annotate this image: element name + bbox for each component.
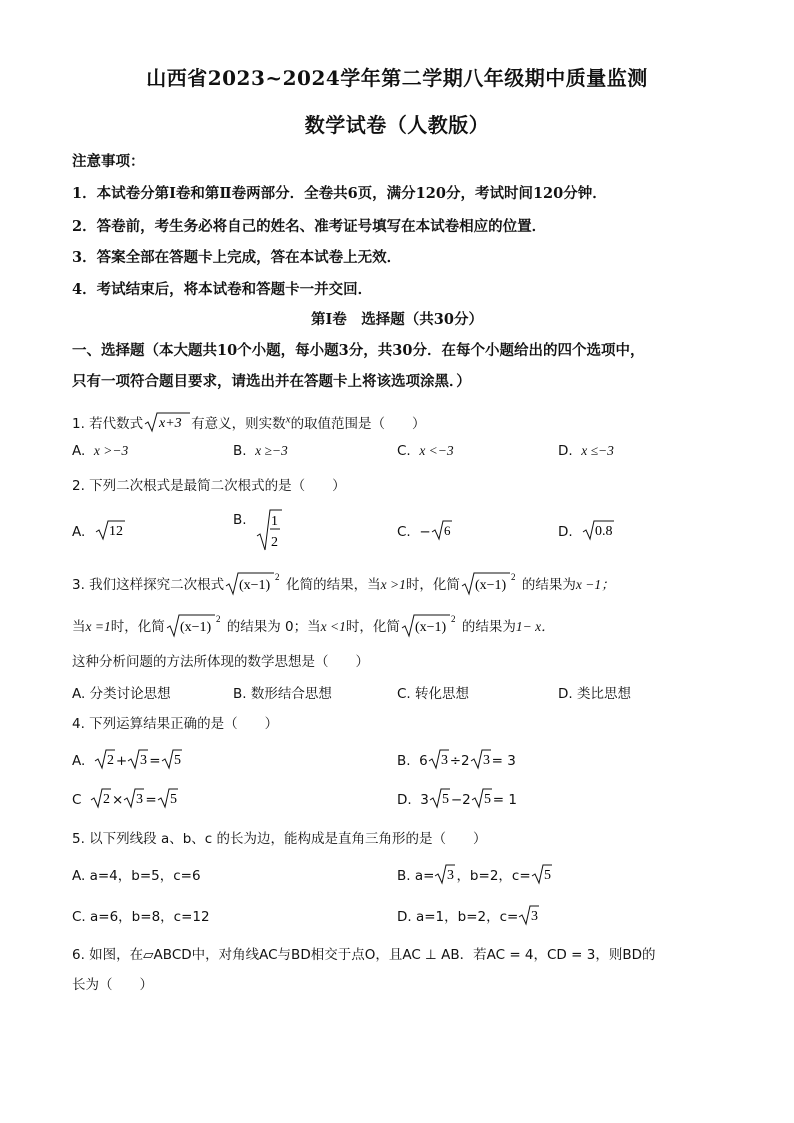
radical-x-minus-1-squared	[400, 612, 462, 638]
svg-text:3: 3	[482, 753, 490, 768]
radical	[123, 786, 145, 810]
svg-text:(x−1): (x−1)	[179, 620, 211, 635]
q1-option-b[interactable]: B. x ≥−3	[233, 443, 288, 459]
svg-text:2: 2	[450, 614, 456, 624]
q4-option-a[interactable]: A. 2 + 3 = 5	[72, 747, 183, 771]
radical	[518, 903, 540, 927]
radical-6	[431, 518, 453, 542]
q1-option-d[interactable]: D. x ≤−3	[558, 443, 614, 459]
svg-text:2: 2	[106, 753, 114, 768]
radical-0-8	[581, 518, 615, 542]
svg-text:0.8: 0.8	[595, 524, 613, 539]
question-1-stem: 的取值范围是（ ）	[290, 416, 426, 432]
q2-option-b[interactable]: B. 1 2	[233, 508, 283, 552]
q2-option-c[interactable]: C. − 6	[397, 518, 453, 542]
svg-text:x+3: x+3	[159, 416, 182, 431]
radical	[94, 747, 116, 771]
q3-option-c[interactable]: C. 转化思想	[397, 686, 470, 702]
page-title: 山西省2023~2024学年第二学期八年级期中质量监测	[146, 66, 648, 90]
svg-text:2: 2	[215, 614, 221, 624]
svg-text:5: 5	[169, 792, 177, 807]
radical	[429, 786, 451, 810]
notice-item: 4．考试结束后，将本试卷和答题卡一并交回．	[72, 281, 373, 298]
radical	[157, 786, 179, 810]
question-6-line-2: 长为（ ）	[72, 977, 153, 993]
q3-option-a[interactable]: A. 分类讨论思想	[72, 686, 171, 702]
question-6-line-1: 6. 如图，在▱ABCD中，对角线AC与BD相交于点O，且AC ⊥ AB．若AC = 4，CD = 3，则BD的	[72, 947, 656, 963]
var-x: x	[285, 413, 291, 426]
svg-text:2: 2	[103, 792, 111, 807]
question-3-line-2: 当x =1时，化简 (x−1) 2 的结果为 0；当x <1时，化简 (x−1) 2 的结果为1− x．	[72, 612, 555, 638]
svg-text:12: 12	[108, 524, 123, 539]
q2-option-a[interactable]: A. 12	[72, 518, 126, 542]
q5-option-b[interactable]: B. a= 3 ，b=2，c= 5	[397, 862, 553, 886]
svg-text:(x−1): (x−1)	[239, 578, 271, 593]
radical-x-minus-1-squared	[460, 570, 522, 596]
svg-text:3: 3	[531, 909, 539, 924]
radical-one-half	[255, 508, 283, 552]
svg-text:2: 2	[271, 535, 279, 550]
radical	[531, 862, 553, 886]
question-5-stem: 5. 以下列线段 a、b、c 的长为边，能构成是直角三角形的是（ ）	[72, 831, 487, 847]
question-1-stem: 有意义，则实数	[191, 416, 286, 432]
svg-text:6: 6	[443, 523, 451, 538]
radical	[90, 786, 112, 810]
radical	[434, 862, 456, 886]
radical-x-plus-3	[143, 410, 191, 434]
svg-text:5: 5	[441, 792, 449, 807]
svg-text:2: 2	[510, 572, 516, 582]
radical-12	[94, 518, 126, 542]
radical-x-minus-1-squared	[165, 612, 227, 638]
question-3-line-1: 3. 我们这样探究二次根式 (x−1) 2 化简的结果，当x >1时，化简 (x−1) 2 的结果为x −1；	[72, 570, 615, 596]
q1-option-c[interactable]: C. x <−3	[397, 443, 454, 459]
svg-text:3: 3	[440, 753, 448, 768]
q5-option-c[interactable]: C. a=6，b=8，c=12	[72, 909, 210, 925]
svg-text:5: 5	[173, 753, 181, 768]
radical-x-minus-1-squared	[224, 570, 286, 596]
notice-heading: 注意事项：	[72, 153, 145, 170]
question-3-line-3: 这种分析问题的方法所体现的数学思想是（ ）	[72, 654, 369, 670]
notice-item: 2．答卷前，考生务必将自己的姓名、准考证号填写在本试卷相应的位置．	[72, 218, 547, 235]
section-instruction: 一、选择题（本大题共10个小题，每小题3分，共30分．在每个小题给出的四个选项中，	[72, 342, 645, 359]
q3-option-b[interactable]: B. 数形结合思想	[233, 686, 332, 702]
question-2-stem: 2. 下列二次根式是最简二次根式的是（ ）	[72, 478, 346, 494]
q2-option-d[interactable]: D. 0.8	[558, 518, 615, 542]
q4-option-c[interactable]: C 2 × 3 = 5	[72, 786, 179, 810]
section-instruction: 只有一项符合题目要求，请选出并在答题卡上将该选项涂黑．）	[72, 373, 471, 390]
notice-item: 3．答案全部在答题卡上完成，答在本试卷上无效．	[72, 249, 402, 266]
q5-option-d[interactable]: D. a=1，b=2，c= 3	[397, 903, 540, 927]
radical	[471, 786, 493, 810]
q4-option-d[interactable]: D. 3 5 −2 5 = 1	[397, 786, 517, 810]
svg-text:5: 5	[543, 868, 551, 883]
radical	[428, 747, 450, 771]
svg-text:5: 5	[483, 792, 491, 807]
q3-option-d[interactable]: D. 类比思想	[558, 686, 631, 702]
radical	[161, 747, 183, 771]
svg-text:3: 3	[140, 753, 148, 768]
svg-text:3: 3	[447, 868, 455, 883]
q4-option-b[interactable]: B. 6 3 ÷2 3 = 3	[397, 747, 516, 771]
page-subtitle: 数学试卷（人教版）	[304, 113, 490, 137]
svg-text:3: 3	[136, 792, 144, 807]
question-4-stem: 4. 下列运算结果正确的是（ ）	[72, 716, 279, 732]
svg-text:(x−1): (x−1)	[474, 578, 507, 593]
q1-option-a[interactable]: A. x >−3	[72, 443, 129, 459]
svg-text:2: 2	[275, 572, 280, 582]
svg-text:(x−1): (x−1)	[414, 620, 447, 635]
q5-option-a[interactable]: A. a=4，b=5，c=6	[72, 868, 201, 884]
radical	[127, 747, 149, 771]
question-1-stem: 1. 若代数式	[72, 416, 144, 432]
radical	[470, 747, 492, 771]
notice-item: 1．本试卷分第Ⅰ卷和第Ⅱ卷两部分．全卷共6页，满分120分，考试时间120分钟．	[72, 185, 607, 202]
part-heading: 第Ⅰ卷 选择题（共30分）	[311, 311, 483, 328]
svg-text:1: 1	[271, 514, 279, 529]
question-1	[72, 410, 426, 434]
